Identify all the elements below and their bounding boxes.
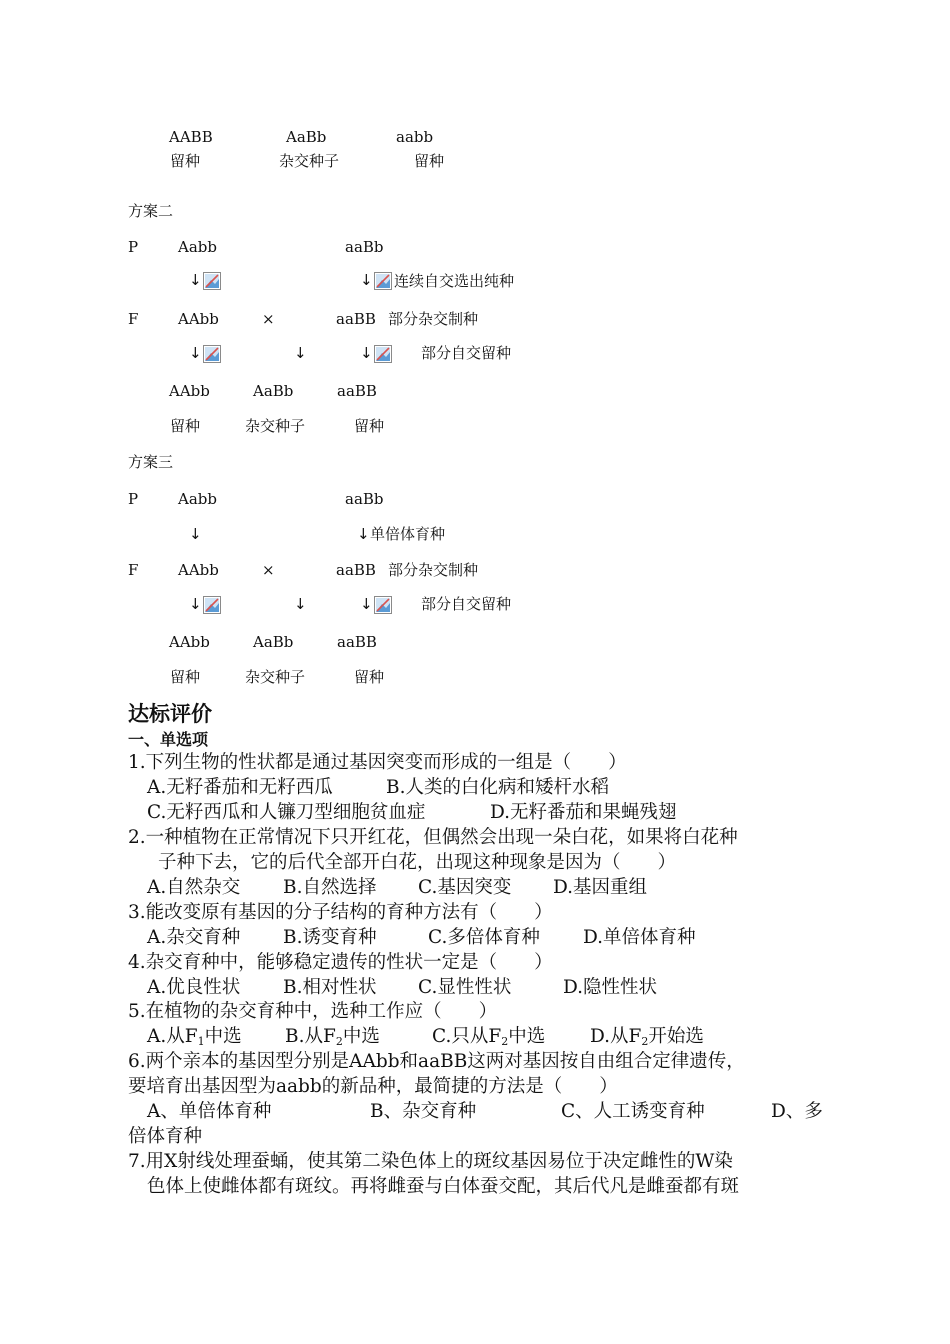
q3-option-d: D.单倍体育种 xyxy=(583,927,696,948)
q7-stem-line2: 色体上使雌体都有斑纹。再将雌蚕与白体蚕交配，其后代凡是雌蚕都有斑 xyxy=(147,1176,740,1197)
plan3-label-1: 留种 xyxy=(170,668,201,686)
sub-title: 一、单选项 xyxy=(128,730,209,749)
label-hybrid-seed: 杂交种子 xyxy=(279,152,340,170)
plan3-right-note: 单倍体育种 xyxy=(370,525,446,543)
plan2-label-1: 留种 xyxy=(170,417,201,435)
down-arrow-icon: ↓ xyxy=(360,344,373,362)
down-arrow-icon: ↓ xyxy=(189,344,202,362)
genotype-aabb-mid: AaBb xyxy=(286,128,327,146)
down-arrow-icon: ↓ xyxy=(360,271,373,289)
plan3-f-label: F xyxy=(128,561,139,579)
broken-image-icon xyxy=(374,345,392,363)
broken-image-icon xyxy=(203,596,221,614)
plan3-result-2: AaBb xyxy=(253,633,294,651)
down-arrow-icon: ↓ xyxy=(189,595,202,613)
plan2-self-note: 部分自交留种 xyxy=(421,344,512,362)
plan3-label-3: 留种 xyxy=(354,668,385,686)
plan2-result-1: AAbb xyxy=(169,382,210,400)
q5-stem: 5.在植物的杂交育种中，选种工作应（ ） xyxy=(128,1001,498,1022)
q4-option-a: A.优良性状 xyxy=(147,977,241,998)
q4-option-b: B.相对性状 xyxy=(283,977,377,998)
plan3-result-1: AAbb xyxy=(169,633,210,651)
plan3-f-note: 部分杂交制种 xyxy=(388,561,479,579)
q4-option-d: D.隐性性状 xyxy=(563,977,658,998)
q6-option-d-continued: 倍体育种 xyxy=(128,1126,203,1147)
down-arrow-icon: ↓ xyxy=(189,525,202,543)
q2-option-c: C.基因突变 xyxy=(418,877,512,898)
plan2-right-note: 连续自交选出纯种 xyxy=(394,272,515,290)
genotype-aabb-top: AABB xyxy=(169,128,213,146)
q1-option-d: D.无籽番茄和果蝇残翅 xyxy=(490,802,677,823)
plan2-label-2: 杂交种子 xyxy=(245,417,306,435)
q1-option-b: B.人类的白化病和矮杆水稻 xyxy=(386,777,609,798)
plan3-title: 方案三 xyxy=(128,453,174,471)
q2-stem-line2: 子种下去，它的后代全部开白花，出现这种现象是因为（ ） xyxy=(158,852,677,873)
q3-option-b: B.诱变育种 xyxy=(283,927,377,948)
down-arrow-icon: ↓ xyxy=(294,595,307,613)
q3-option-c: C.多倍体育种 xyxy=(428,927,540,948)
q3-option-a: A.杂交育种 xyxy=(147,927,241,948)
q1-option-c: C.无籽西瓜和人镰刀型细胞贫血症 xyxy=(147,802,426,823)
q6-stem-line2: 要培育出基因型为aabb的新品种，最简捷的方法是（ ） xyxy=(128,1076,618,1097)
plan2-p-right: aaBb xyxy=(345,238,384,256)
plan3-self-note: 部分自交留种 xyxy=(421,595,512,613)
plan3-result-3: aaBB xyxy=(337,633,377,651)
q4-stem: 4.杂交育种中，能够稳定遗传的性状一定是（ ） xyxy=(128,952,553,973)
plan3-p-label: P xyxy=(128,490,139,508)
plan3-f-right: aaBB xyxy=(336,561,376,579)
plan2-label-3: 留种 xyxy=(354,417,385,435)
down-arrow-icon: ↓ xyxy=(189,271,202,289)
plan3-label-2: 杂交种子 xyxy=(245,668,306,686)
broken-image-icon xyxy=(203,345,221,363)
plan2-title: 方案二 xyxy=(128,202,174,220)
plan2-cross-symbol: × xyxy=(262,310,275,328)
q6-option-c: C、人工诱变育种 xyxy=(561,1101,705,1122)
plan2-result-2: AaBb xyxy=(253,382,294,400)
plan3-cross-symbol: × xyxy=(262,561,275,579)
plan2-result-3: aaBB xyxy=(337,382,377,400)
plan2-f-note: 部分杂交制种 xyxy=(388,310,479,328)
q1-stem: 1.下列生物的性状都是通过基因突变而形成的一组是（ ） xyxy=(128,752,627,773)
q4-option-c: C.显性性状 xyxy=(418,977,512,998)
plan2-p-label: P xyxy=(128,238,139,256)
plan3-p-right: aaBb xyxy=(345,490,384,508)
q2-option-b: B.自然选择 xyxy=(283,877,377,898)
broken-image-icon xyxy=(203,272,221,290)
plan2-f-right: aaBB xyxy=(336,310,376,328)
plan3-f-left: AAbb xyxy=(178,561,219,579)
genotype-aabb-right: aabb xyxy=(396,128,434,146)
q1-option-a: A.无籽番茄和无籽西瓜 xyxy=(147,777,333,798)
q2-option-a: A.自然杂交 xyxy=(147,877,241,898)
q7-stem-line1: 7.用X射线处理蚕蛹，使其第二染色体上的斑纹基因易位于决定雌性的W染 xyxy=(128,1151,733,1172)
section-title: 达标评价 xyxy=(128,702,212,726)
plan2-f-label: F xyxy=(128,310,139,328)
q5-option-a: A.从$F_1$中选 xyxy=(147,1026,242,1048)
plan2-p-left: Aabb xyxy=(178,238,217,256)
q5-option-c: C.只从$F_2$中选 xyxy=(432,1026,546,1048)
q2-stem-line1: 2.一种植物在正常情况下只开红花，但偶然会出现一朵白花，如果将白花种 xyxy=(128,827,738,848)
label-keep-seed: 留种 xyxy=(414,152,445,170)
q5-option-b: B.从$F_2$中选 xyxy=(285,1026,380,1048)
down-arrow-icon: ↓ xyxy=(294,344,307,362)
q6-stem-line1: 6.两个亲本的基因型分别是AAbb和aaBB这两对基因按自由组合定律遗传， xyxy=(128,1051,745,1072)
q6-option-d: D、多 xyxy=(771,1101,823,1122)
broken-image-icon xyxy=(374,596,392,614)
q6-option-b: B、杂交育种 xyxy=(370,1101,477,1122)
q2-option-d: D.基因重组 xyxy=(553,877,648,898)
down-arrow-icon: ↓ xyxy=(360,595,373,613)
q5-option-d: D.从$F_2$开始选 xyxy=(590,1026,704,1048)
broken-image-icon xyxy=(374,272,392,290)
label-keep-seed: 留种 xyxy=(170,152,201,170)
plan2-f-left: AAbb xyxy=(178,310,219,328)
q3-stem: 3.能改变原有基因的分子结构的育种方法有（ ） xyxy=(128,902,553,923)
q6-option-a: A、单倍体育种 xyxy=(147,1101,272,1122)
plan3-p-left: Aabb xyxy=(178,490,217,508)
down-arrow-icon: ↓ xyxy=(357,525,370,543)
